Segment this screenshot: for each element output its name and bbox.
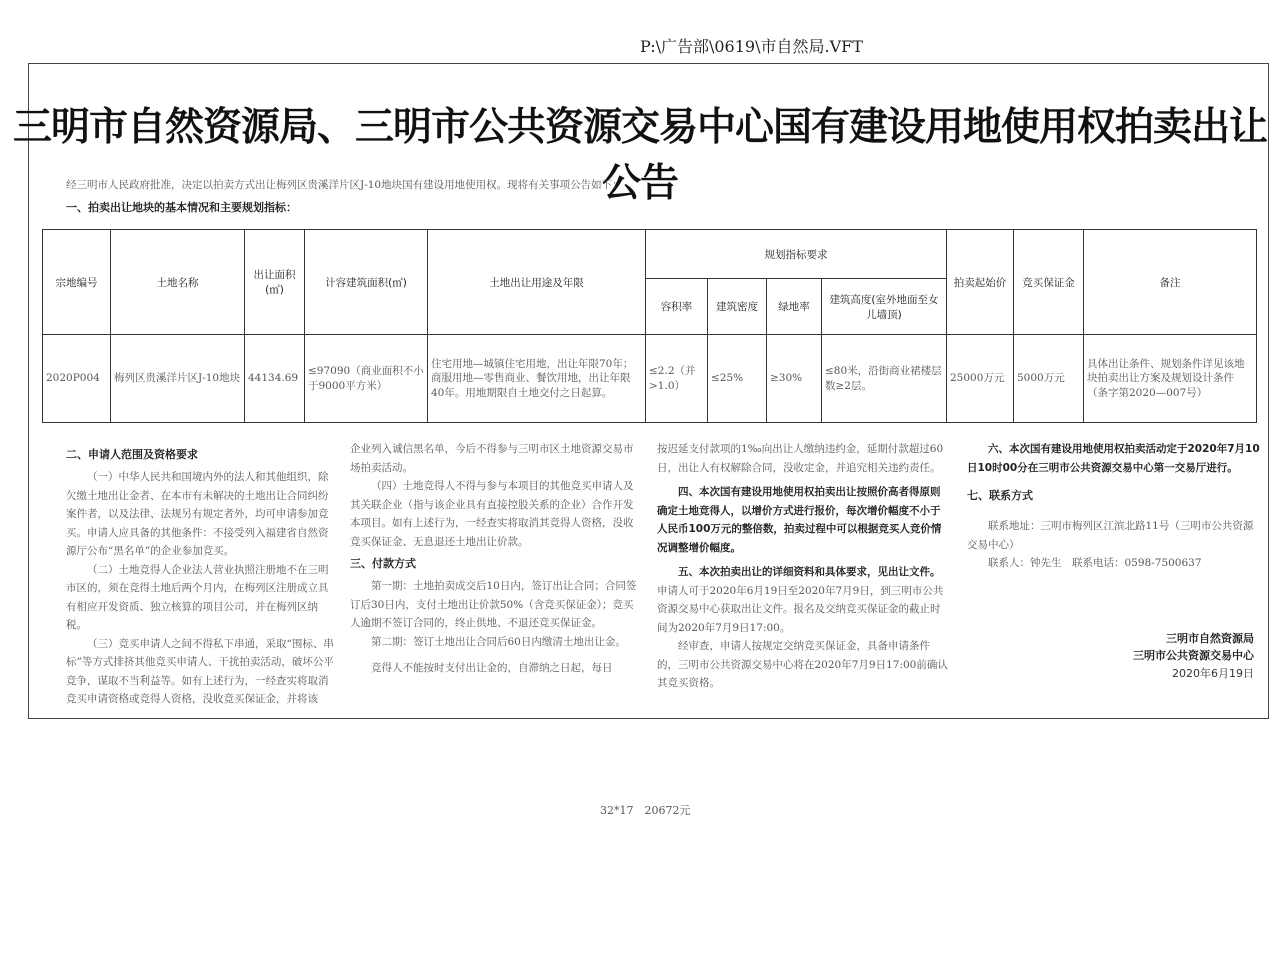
header-green: 绿地率 <box>767 279 822 335</box>
header-land-name: 土地名称 <box>111 230 245 335</box>
header-far-area: 计容建筑面积(㎡) <box>305 230 428 335</box>
section7-heading: 七、联系方式 <box>967 489 1033 502</box>
col3-para-3 <box>657 563 950 637</box>
col2-para-4: 第二期：签订土地出让合同后60日内缴清土地出让金。 <box>371 635 626 648</box>
section1-title: 一、拍卖出让地块的基本情况和主要规划指标： <box>66 201 297 214</box>
cell-deposit: 5000万元 <box>1014 335 1084 423</box>
header-height: 建筑高度(室外地面至女儿墙顶) <box>822 279 947 335</box>
intro-text: 经三明市人民政府批准，决定以拍卖方式出让梅列区贵溪洋片区J-10地块国有建设用地使用权。现将有关事项公告如下： <box>66 179 623 191</box>
col3-para-4: 经审查，申请人按规定交纳竞买保证金，具备申请条件的，三明市公共资源交易中心将在2020年7月9日17:00前确认其竞买资格。 <box>657 640 948 689</box>
cell-start-price: 25000万元 <box>947 335 1014 423</box>
column-3 <box>657 440 950 693</box>
cell-density: ≤25% <box>708 335 767 423</box>
header-planning: 规划指标要求 <box>646 230 947 279</box>
page-title: 三明市自然资源局、三明市公共资源交易中心国有建设用地使用权拍卖出让公告 <box>12 105 1267 206</box>
section6-text: 六、本次国有建设用地使用权拍卖活动定于2020年7月10日10时00分在三明市公共资源交易中心第一交易厅进行。 <box>967 443 1260 474</box>
column-1 <box>66 442 336 709</box>
cell-parcel-no: 2020P004 <box>43 335 111 423</box>
header-parcel-no: 宗地编号 <box>43 230 111 335</box>
section2-para-3: （三）竞买申请人之间不得私下串通，采取“围标、串标”等方式排挤其他竞买申请人、干扰拍卖活动，破坏公平竞争，谋取不当利益等。如有上述行为，一经查实将取消竞买申请资格或竞得人资格，没收竞买保证金，并将该 <box>66 637 334 705</box>
cell-usage: 住宅用地—城镇住宅用地，出让年限70年；商服用地—零售商业、餐饮用地，出让年限40年。用地期限自土地交付之日起算。 <box>428 335 646 423</box>
column-4 <box>967 440 1260 573</box>
cell-green: ≥30% <box>767 335 822 423</box>
file-path: P:\广告部\0619\市自然局.VFT <box>640 37 863 56</box>
signature-org-1: 三明市自然资源局 <box>1166 632 1254 645</box>
header-area: 出让面积(㎡) <box>245 230 305 335</box>
header-usage: 土地出让用途及年限 <box>428 230 646 335</box>
signature-org-2: 三明市公共资源交易中心 <box>1133 649 1254 662</box>
header-deposit: 竞买保证金 <box>1014 230 1084 335</box>
header-start-price: 拍卖起始价 <box>947 230 1014 335</box>
land-parcel-table <box>42 229 1257 423</box>
col2-para-1: 企业列入诚信黑名单，今后不得参与三明市区土地资源交易市场拍卖活动。 <box>350 443 634 474</box>
col3-para-3-bold: 五、本次拍卖出让的详细资料和具体要求，见出让文件。 <box>678 566 941 578</box>
col2-para-2: （四）土地竞得人不得与参与本项目的其他竞买申请人及其关联企业（指与该企业具有直接控股关系的企业）合作开发本项目。如有上述行为，一经查实将取消其竞得人资格，没收竞买保证金、无息退还土地出让价款。 <box>350 480 634 548</box>
cell-area: 44134.69 <box>245 335 305 423</box>
section2-heading: 二、申请人范围及资格要求 <box>66 448 198 461</box>
table-row <box>43 335 1257 423</box>
cell-remark: 具体出让条件、规划条件详见该地块拍卖出让方案及规划设计条件（条字第2020—007号） <box>1084 335 1257 423</box>
footer-note: 32*17 20672元 <box>600 804 691 817</box>
cell-far-area: ≤97090（商业面积不小于9000平方米） <box>305 335 428 423</box>
col2-para-5: 竞得人不能按时支付出让金的，自滞纳之日起，每日 <box>371 662 613 674</box>
cell-land-name: 梅列区贵溪洋片区J-10地块 <box>111 335 245 423</box>
contact-address: 联系地址：三明市梅列区江滨北路11号（三明市公共资源交易中心） <box>967 520 1254 551</box>
header-density: 建筑密度 <box>708 279 767 335</box>
column-2 <box>350 440 640 678</box>
section2-para-2: （二）土地竞得人企业法人营业执照注册地不在三明市区的，须在竞得土地后两个月内，在梅列区注册成立具有相应开发资质、独立核算的项目公司，并在梅列区纳税。 <box>66 563 329 631</box>
col2-para-3: 第一期：土地拍卖成交后10日内，签订出让合同；合同签订后30日内，支付土地出让价款50%（含竞买保证金）；竞买人逾期不签订合同的，终止供地、不退还竞买保证金。 <box>350 580 637 629</box>
section2-para-1: （一）中华人民共和国境内外的法人和其他组织，除欠缴土地出让金者、在本市有未解决的土地出让合同纠纷案件者，以及法律、法规另有规定者外，均可申请参加竞买。申请人应具备的其他条件：不接受列入福建省自然资源厅公布“黑名单”的企业参加竞买。 <box>66 471 329 557</box>
contact-person: 联系人：钟先生 联系电话：0598-7500637 <box>988 557 1202 569</box>
cell-height: ≤80米，沿街商业裙楼层数≥2层。 <box>822 335 947 423</box>
header-remark: 备注 <box>1084 230 1257 335</box>
cell-plot-ratio: ≤2.2（并>1.0） <box>646 335 708 423</box>
signature-date: 2020年6月19日 <box>1172 667 1254 680</box>
section3-heading: 三、付款方式 <box>350 557 416 570</box>
col3-para-1: 按迟延支付款项的1‰向出让人缴纳违约金，延期付款超过60日，出让人有权解除合同，没收定金，并追究相关违约责任。 <box>657 443 944 474</box>
col3-para-3-rest: 申请人可于2020年6月19日至2020年7月9日，到三明市公共资源交易中心获取出让文件。报名及交纳竞买保证金的截止时间为2020年7月9日17:00。 <box>657 584 944 634</box>
header-plot-ratio: 容积率 <box>646 279 708 335</box>
col3-para-2: 四、本次国有建设用地使用权拍卖出让按照价高者得原则确定土地竞得人，以增价方式进行报价，每次增价幅度不小于人民币100万元的整倍数，拍卖过程中可以根据竞买人竞价情况调整增价幅度。 <box>657 486 942 554</box>
